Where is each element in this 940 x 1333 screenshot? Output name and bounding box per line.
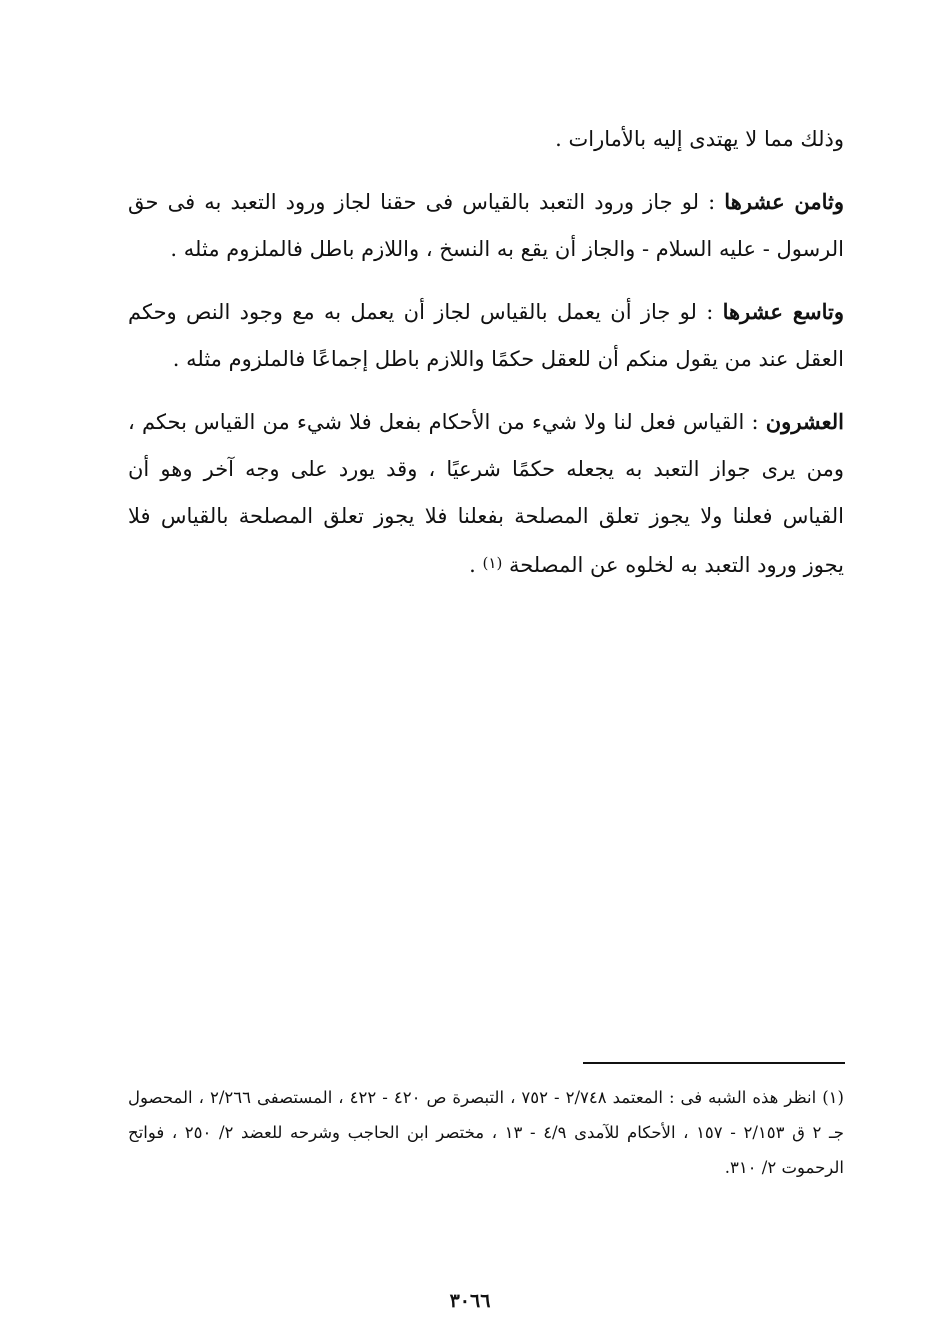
paragraph-text: : لو جاز أن يعمل بالقياس لجاز أن يعمل به مع وجود النص وحكم العقل عند من يقول منكم أن للعقل حكمًا واللازم باطل إجماعًا فالملزوم مثله .	[128, 300, 844, 371]
footnote-reference: (١)	[482, 554, 503, 572]
paragraph-intro	[128, 116, 844, 163]
paragraph-nineteenth	[128, 288, 844, 383]
paragraph-text: : القياس فعل لنا ولا شيء من الأحكام بفعل فلا شيء من القياس بحكم ، ومن يرى جواز التعبد به يجعله حكمًا شرعيًا ، وقد يورد على وجه آخر وهو أن القياس فعلنا ولا يجوز تعلق المصلحة بفعلنا فلا يجوز تعلق المصلحة بالقياس فلا يجوز ورود التعبد به لخلوه عن المصلحة	[128, 410, 844, 577]
paragraph-eighteenth	[128, 178, 844, 273]
paragraph-text: وذلك مما لا يهتدى إليه بالأمارات .	[555, 127, 844, 151]
paragraph-heading: العشرون	[765, 409, 844, 434]
main-text	[128, 116, 844, 604]
page-number: ٣٠٦٦	[449, 1290, 491, 1312]
paragraph-heading: وتاسع عشرها	[722, 299, 844, 324]
footnote: (١) انظر هذه الشبه فى : المعتمد ٢/٧٤٨ - ٧٥٢ ، التبصرة ص ٤٢٠ - ٤٢٢ ، المستصفى ٢/٢٦٦ ، المحصول جـ ٢ ق ٢/١٥٣ - ١٥٧ ، الأحكام للآمدى ٤/٩ - ١٣ ، مختصر ابن الحاجب وشرحه للعضد ٢/ ٢٥٠ ، فواتح الرحموت ٢/ ٣١٠.	[128, 1088, 844, 1177]
paragraph-text: : لو جاز ورود التعبد بالقياس فى حقنا لجاز ورود التعبد به فى حق الرسول - عليه السلام - والجاز أن يقع به النسخ ، واللازم باطل فالملزوم مثله .	[128, 190, 844, 261]
paragraph-twentieth	[128, 398, 844, 589]
paragraph-tail: .	[469, 553, 483, 577]
footnote-divider	[583, 1062, 845, 1064]
paragraph-heading: وثامن عشرها	[724, 189, 844, 214]
